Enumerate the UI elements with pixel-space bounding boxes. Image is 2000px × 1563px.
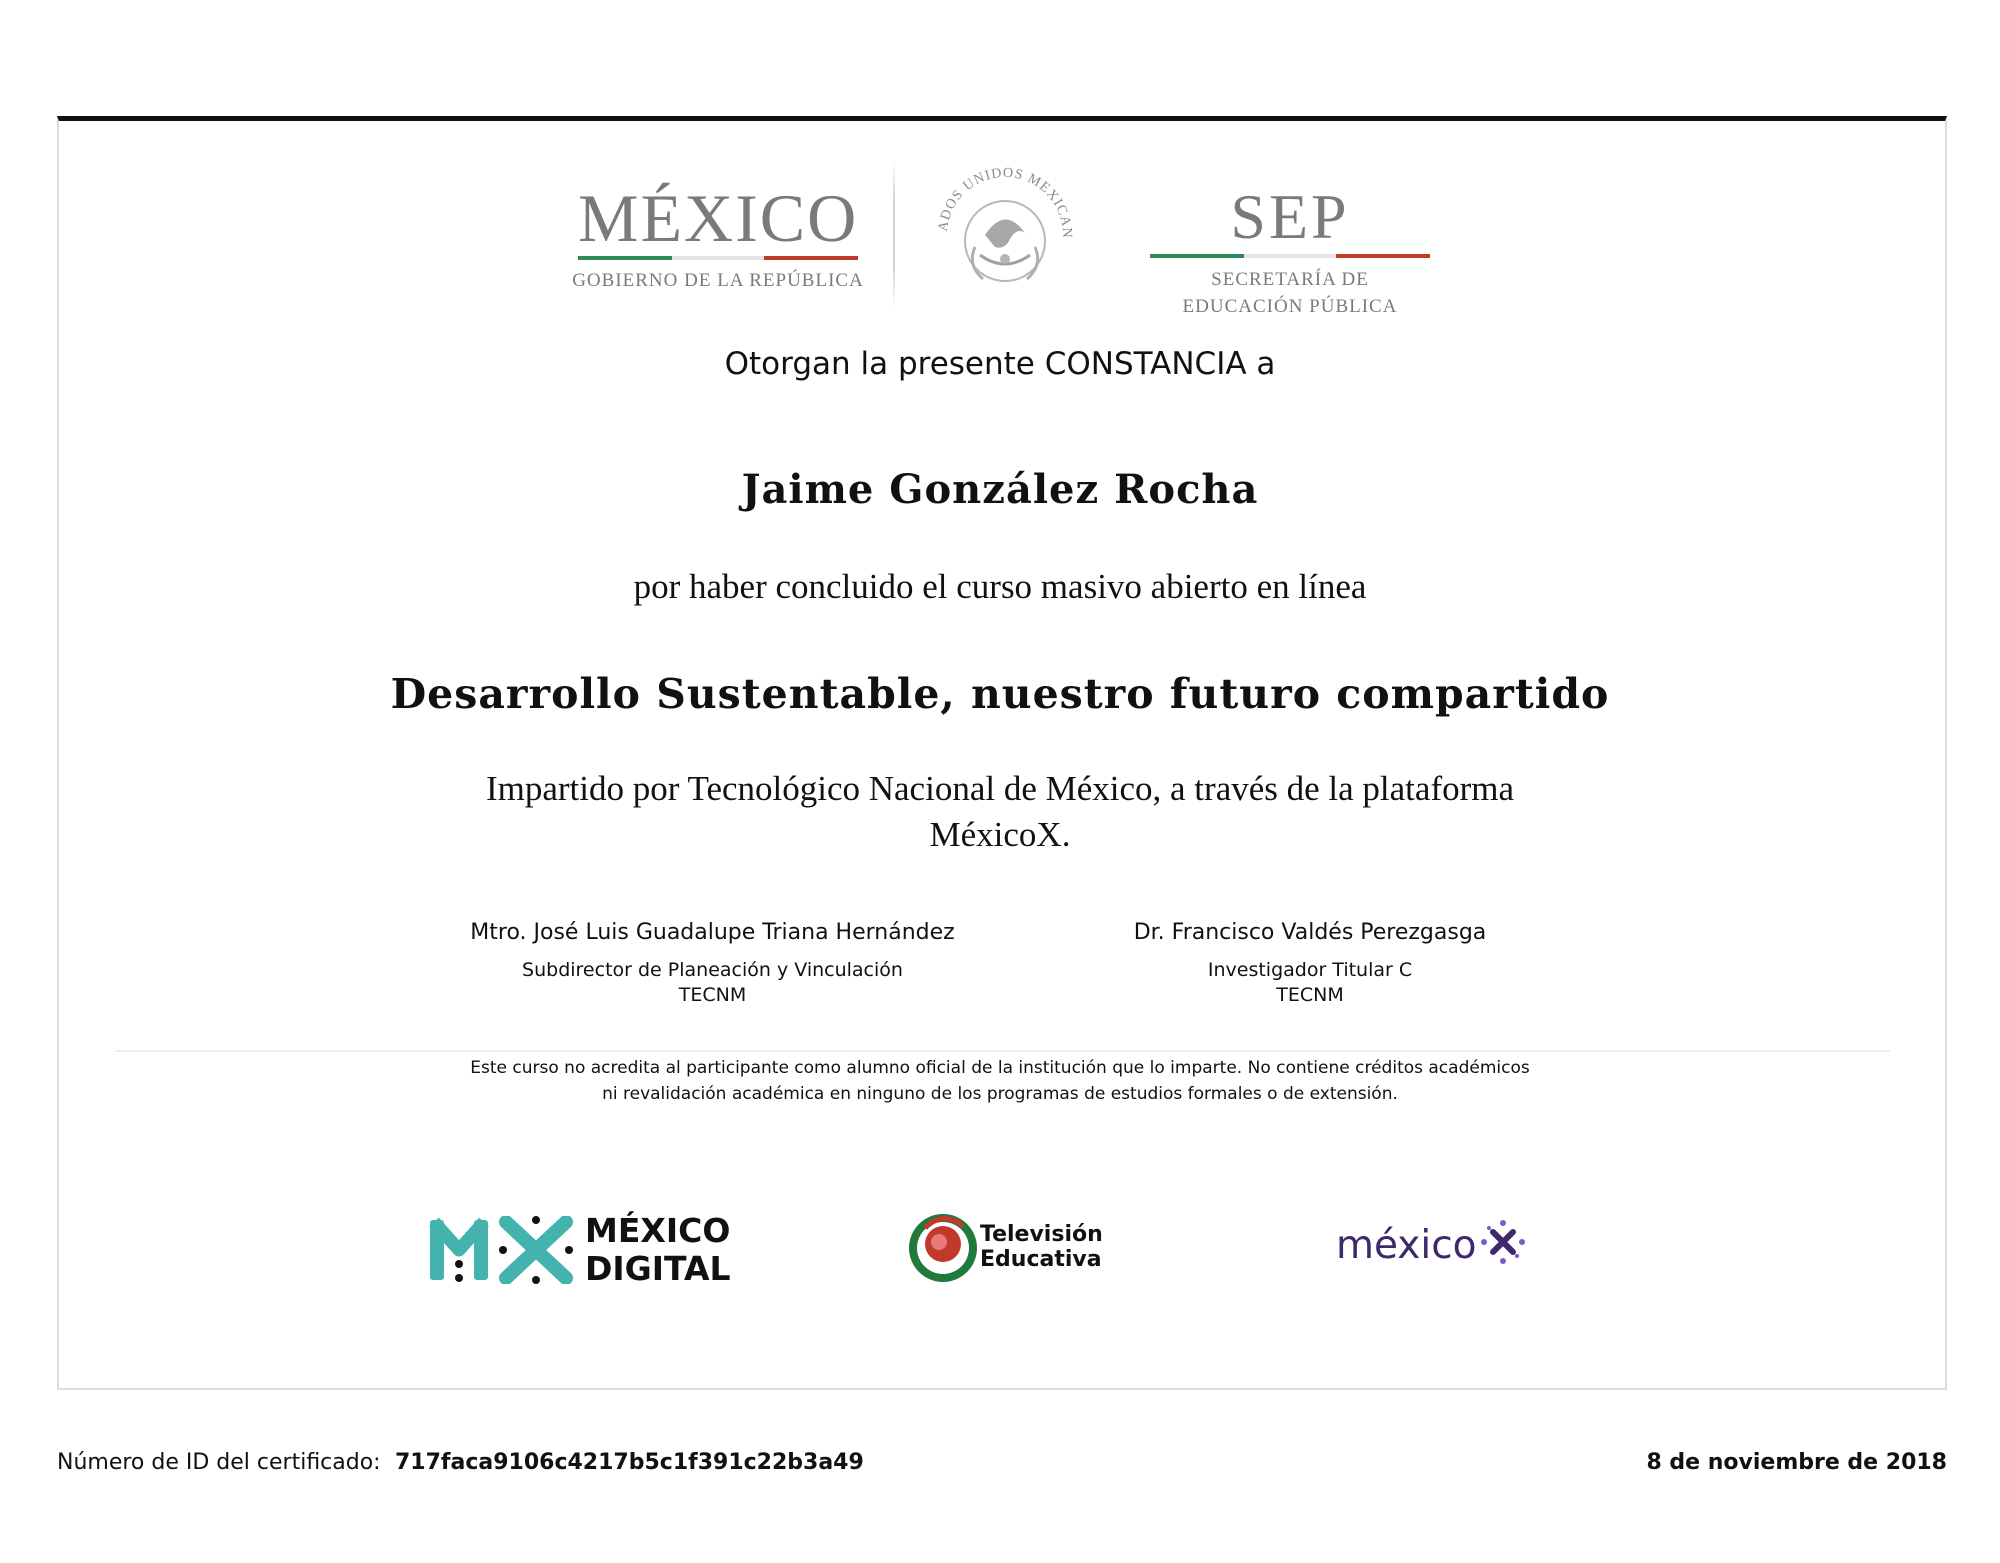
signatory-role: Subdirector de Planeación y Vinculación	[522, 959, 903, 981]
tve-line1: Televisión	[980, 1222, 1103, 1247]
disclaimer-line1: Este curso no acredita al participante como alumno oficial de la institución que lo imparte. No contiene créditos académicos	[470, 1058, 1530, 1078]
imparted-by: Impartido por Tecnológico Nacional de México, a través de la plataforma MéxicoX.	[485, 769, 1515, 854]
disclaimer	[400, 1055, 1600, 1107]
disclaimer-divider	[115, 1050, 1890, 1052]
completion-reason: por haber concluido el curso masivo abierto en línea	[633, 567, 1367, 606]
signatory-name: Dr. Francisco Valdés Perezgasga	[1133, 920, 1487, 945]
sep-subtitle-line1: SECRETARÍA DE	[1211, 269, 1369, 290]
mexico-digital-line1: MÉXICO	[585, 1211, 731, 1250]
mexico-logo-word: MÉXICO	[578, 180, 859, 256]
sep-flag-bar	[1150, 254, 1430, 258]
recipient-name: Jaime González Rocha	[741, 466, 1259, 513]
signatory-role: Investigador Titular C	[1207, 959, 1413, 981]
television-educativa-logo-text	[980, 1222, 1103, 1272]
header-divider	[893, 160, 895, 308]
mexicox-logo-word: méxico	[1336, 1223, 1477, 1268]
signatory-right	[1090, 918, 1530, 1008]
course-title: Desarrollo Sustentable, nuestro futuro compartido	[390, 670, 1610, 718]
sep-subtitle-line2: EDUCACIÓN PÚBLICA	[1182, 296, 1398, 317]
mexico-digital-line2: DIGITAL	[585, 1249, 731, 1288]
certificate-intro: Otorgan la presente CONSTANCIA a	[724, 346, 1276, 382]
sep-logo-word: SEP	[1230, 181, 1350, 252]
mexicox-logo	[1336, 1220, 1525, 1275]
seal-text: ADOS UNIDOS MEXICAN	[935, 165, 1075, 239]
sep-logo-subtitle	[1150, 266, 1430, 320]
mexicox-x-icon	[1481, 1220, 1525, 1275]
certificate-id-label: Número de ID del certificado:	[57, 1450, 381, 1475]
mexico-digital-logo-text	[585, 1212, 731, 1288]
signatory-institution: TECNM	[678, 984, 747, 1006]
signatory-name: Mtro. José Luis Guadalupe Triana Hernández	[470, 920, 955, 945]
mexico-logo-subtitle: GOBIERNO DE LA REPÚBLICA	[572, 270, 864, 291]
certificate-date: 8 de noviembre de 2018	[1646, 1450, 1947, 1475]
national-seal-icon	[925, 155, 1085, 315]
signatory-institution: TECNM	[1276, 984, 1344, 1006]
disclaimer-line2: ni revalidación académica en ninguno de los programas de estudios formales o de extensión.	[602, 1084, 1398, 1104]
mexico-digital-mark-icon	[428, 1216, 576, 1289]
signatory-left	[440, 918, 985, 1008]
television-educativa-icon	[905, 1208, 981, 1289]
mexico-flag-bar	[578, 256, 858, 260]
tve-line2: Educativa	[980, 1247, 1102, 1272]
certificate-id-value: 717faca9106c4217b5c1f391c22b3a49	[395, 1450, 864, 1475]
